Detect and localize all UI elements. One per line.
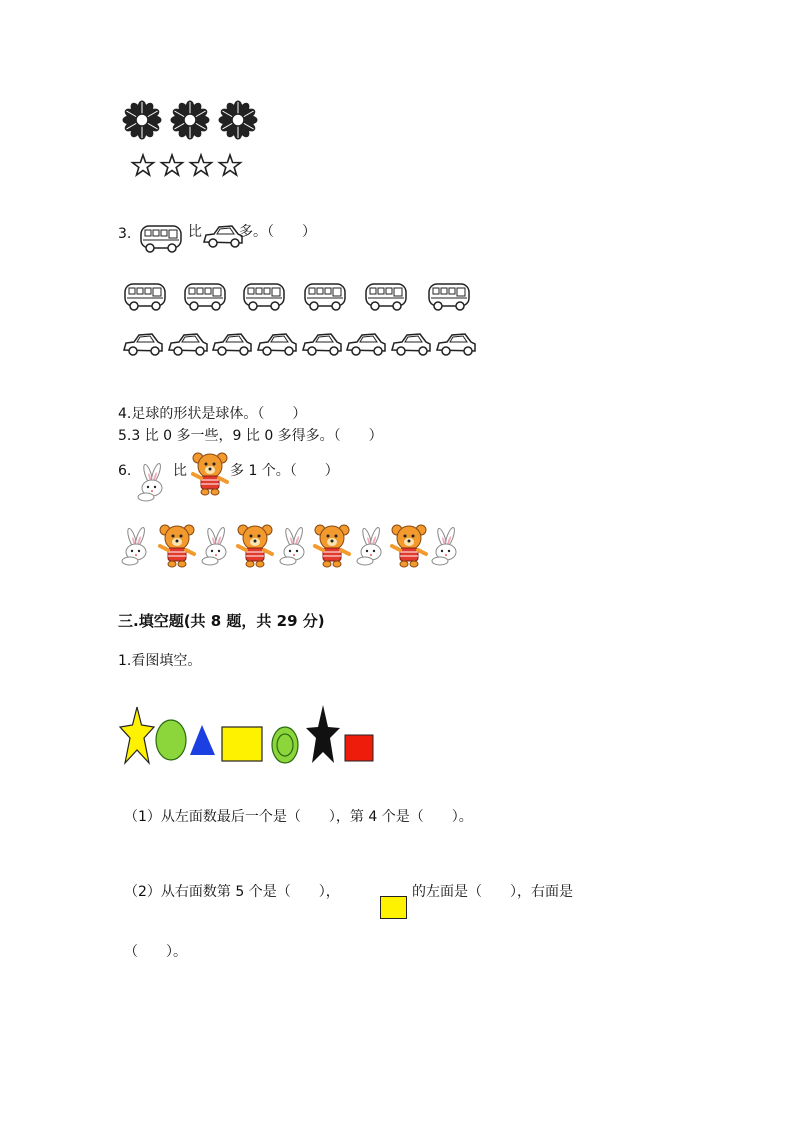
question-6-number: 6. [118,463,132,479]
bus-icon [125,284,165,310]
car-icon [303,334,341,355]
rabbit-icon [280,527,304,565]
question-3-suffix: 多。（ ） [239,224,316,240]
car-row [120,328,480,362]
car-icon [124,334,162,355]
rabbit-bear-row [118,522,478,572]
section-3-title: 三.填空题(共 8 题，共 29 分) [118,612,325,630]
car-icon [347,334,385,355]
rabbit-icon [202,527,226,565]
question-5: 5.3 比 0 多一些，9 比 0 多得多。（ ） [118,428,383,444]
s3-question-1-part-1: （1）从左面数最后一个是（ ），第 4 个是（ ）。 [124,809,473,825]
bear-icon [315,525,349,567]
s3-question-1-part-2c: （ ）。 [124,944,187,960]
flower-icon [123,101,161,139]
green-circle-shape [156,720,186,760]
question-3-number: 3. [118,226,132,242]
star-outline-icon [162,155,183,175]
star-outline-icon [133,155,154,175]
car-icon [169,334,207,355]
blue-triangle-shape [190,725,215,755]
s3-question-1-part-2b: 的左面是（ ），右面是 [412,884,573,900]
rabbit-icon [134,464,172,504]
star-outline-icon [191,155,212,175]
flower-row [122,100,262,140]
yellow-square-icon [380,896,408,920]
question-6-compare: 比 [173,463,187,479]
shape-sequence [120,705,380,767]
black-star-shape [306,705,340,763]
bus-icon [244,284,284,310]
rabbit-icon [357,527,381,565]
bus-icon [185,284,225,310]
bus-row [122,278,482,314]
bear-icon [191,452,231,498]
bear-icon [238,525,272,567]
red-square-shape [345,735,373,761]
car-icon [392,334,430,355]
bear-icon [392,525,426,567]
car-icon [213,334,251,355]
star-row [132,155,252,179]
rabbit-icon [122,527,146,565]
bear-icon [160,525,194,567]
bus-icon [429,284,469,310]
s3-question-1-part-2a: （2）从右面数第 5 个是（ ）， [124,884,340,900]
question-4: 4.足球的形状是球体。（ ） [118,406,307,422]
question-6-suffix: 多 1 个。（ ） [230,463,339,479]
question-3-compare: 比 [188,224,202,240]
car-icon [437,334,475,355]
car-icon [258,334,296,355]
bus-icon [366,284,406,310]
flower-icon [219,101,257,139]
star-outline-icon [220,155,241,175]
s3-question-1-intro: 1.看图填空。 [118,653,202,669]
rabbit-icon [432,527,456,565]
flower-icon [171,101,209,139]
bus-icon [140,222,184,256]
yellow-star-shape [120,707,154,763]
yellow-rectangle-shape [222,727,262,761]
bus-icon [305,284,345,310]
